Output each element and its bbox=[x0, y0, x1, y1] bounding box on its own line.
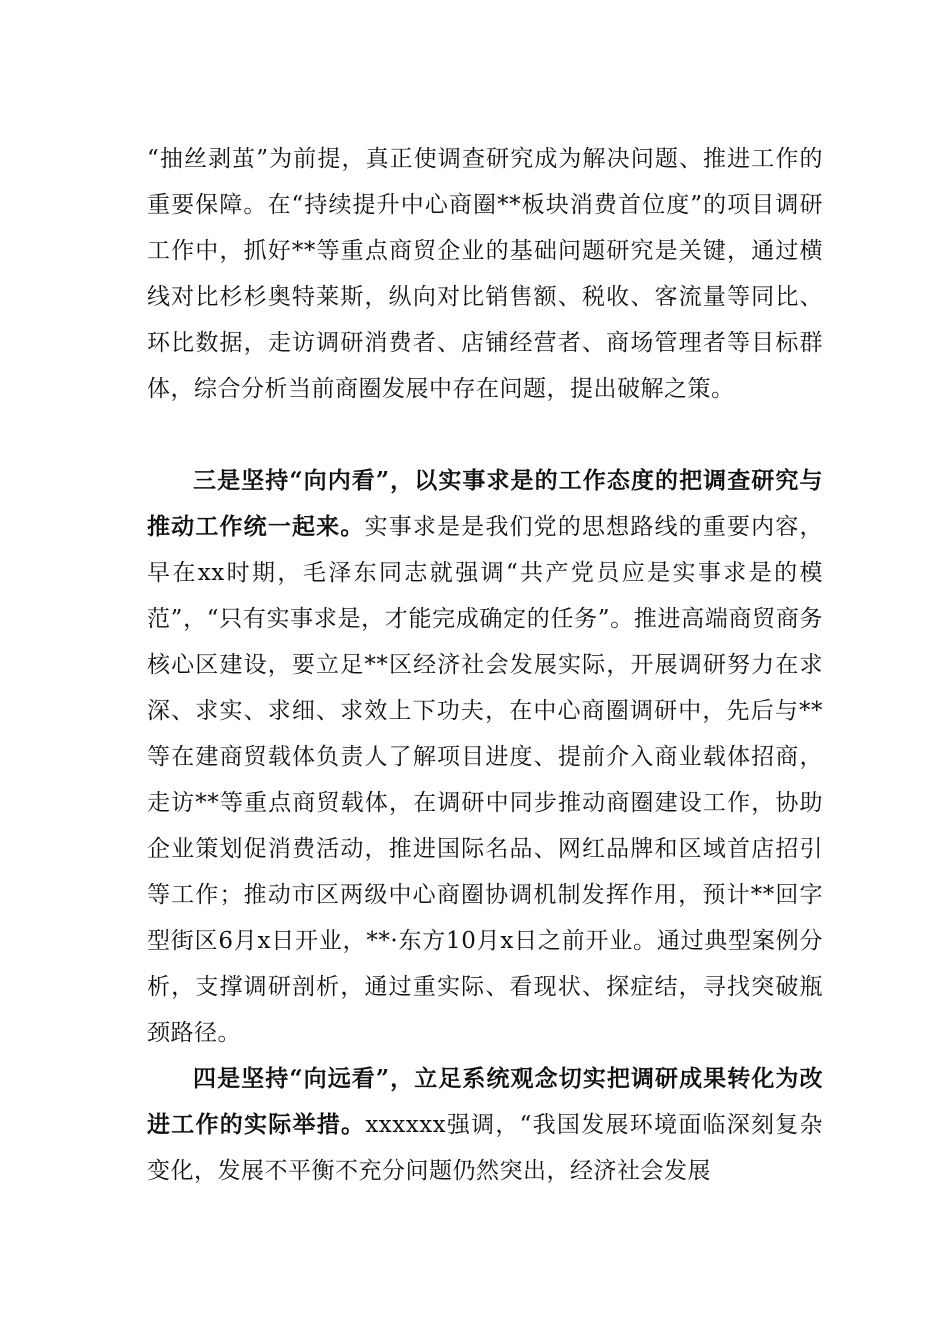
paragraph-2-text: 实事求是是我们党的思想路线的重要内容，早在xx时期，毛泽东同志就强调“共产党员应是实事求是的模范”，“只有实事求是，才能完成确定的任务”。推进高端商贸商务核心区建设，要立足**区经济社会发展实际，开展调研努力在求深、求实、求细、求效上下功夫，在中心商圈调研中，先后与**等在建商贸载体负责人了解项目进度、提前介入商业载体招商，走访**等重点商贸载体，在调研中同步推动商圈建设工作，协助企业策划促消费活动，推进国际名品、网红品牌和区域首店招引等工作；推动市区两级中心商圈协调机制发挥作用，预计**回字型街区6月x日开业，**·东方10月x日之前开业。通过典型案例分析，支撑调研剖析，通过重实际、看现状、探症结，寻找突破瓶颈路径。 bbox=[147, 514, 824, 1046]
paragraph-1-text: “抽丝剥茧”为前提，真正使调查研究成为解决问题、推进工作的重要保障。在“持续提升中心商圈**板块消费首位度”的项目调研工作中，抓好**等重点商贸企业的基础问题研究是关键，通过横线对比杉杉奥特莱斯，纵向对比销售额、税收、客流量等同比、环比数据，走访调研消费者、店铺经营者、商场管理者等目标群体，综合分析当前商圈发展中存在问题，提出破解之策。 bbox=[147, 146, 823, 402]
paragraph-3-text: xxxxxx强调，“我国发展环境面临深刻复杂变化，发展不平衡不充分问题仍然突出，经济社会发展 bbox=[147, 1112, 823, 1184]
paragraph-3 bbox=[147, 1056, 823, 1194]
paragraph-1 bbox=[147, 136, 823, 412]
paragraph-3-lead: 四是坚持“向远看”，立足系统观念切实把调研成果转化为改进工作的实际举措。 bbox=[147, 1065, 823, 1138]
paragraph-2 bbox=[147, 458, 823, 1056]
paragraph-2-lead: 三是坚持“向内看”，以实事求是的工作态度的把调查研究与推动工作统一起来。 bbox=[147, 467, 823, 540]
